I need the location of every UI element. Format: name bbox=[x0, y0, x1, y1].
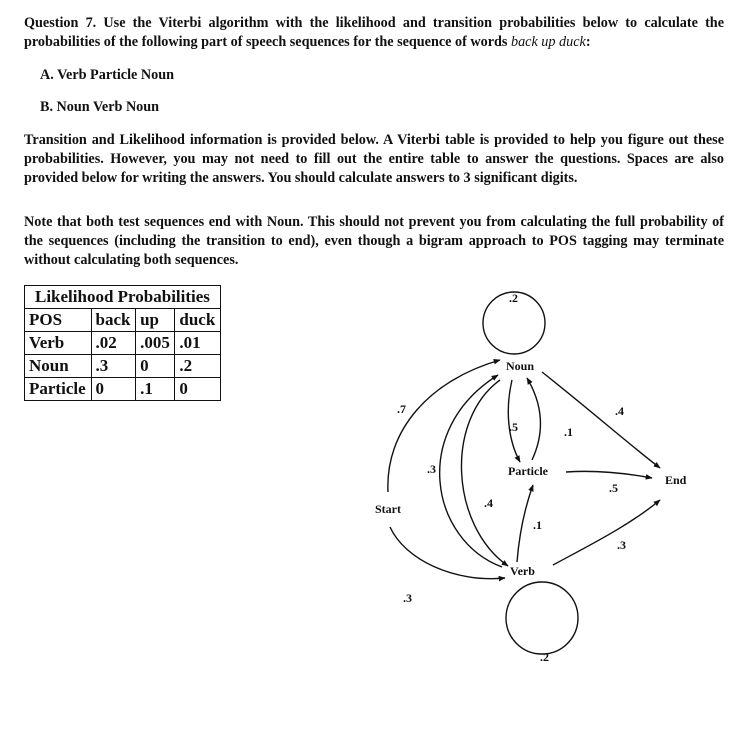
table-cell: .005 bbox=[136, 332, 175, 355]
node-end: End bbox=[665, 473, 687, 487]
table-cell: 0 bbox=[175, 378, 221, 401]
table-cell: Verb bbox=[25, 332, 92, 355]
label-start-verb: .3 bbox=[403, 591, 412, 605]
label-start-noun: .7 bbox=[397, 402, 406, 416]
table-cell: .1 bbox=[136, 378, 175, 401]
edge-verb-noun bbox=[440, 375, 502, 567]
label-noun-self: .2 bbox=[509, 291, 518, 305]
edge-verb-end bbox=[553, 500, 660, 565]
label-verb-noun: .3 bbox=[427, 462, 436, 476]
table-cell: .01 bbox=[175, 332, 221, 355]
label-particle-end: .5 bbox=[609, 481, 618, 495]
edge-noun-verb bbox=[461, 380, 508, 566]
header-cell: duck bbox=[175, 309, 221, 332]
label-noun-particle: .5 bbox=[509, 420, 518, 434]
table-cell: .02 bbox=[91, 332, 136, 355]
label-noun-verb: .4 bbox=[484, 496, 493, 510]
edge-particle-noun bbox=[527, 378, 541, 460]
node-verb: Verb bbox=[510, 564, 535, 578]
option-b: B. Noun Verb Noun bbox=[40, 99, 160, 115]
label-verb-end: .3 bbox=[617, 538, 626, 552]
label-noun-end: .4 bbox=[615, 404, 624, 418]
header-cell: POS bbox=[25, 309, 92, 332]
label-particle-noun: .1 bbox=[564, 425, 573, 439]
table-cell: Particle bbox=[25, 378, 92, 401]
question-words: back up duck bbox=[510, 34, 586, 50]
table-cell: Noun bbox=[25, 355, 92, 378]
table-cell: 0 bbox=[91, 378, 136, 401]
option-a: A. Verb Particle Noun bbox=[40, 67, 174, 83]
question-colon: : bbox=[585, 34, 591, 50]
question-bold: Question 7. Use the Viterbi algorithm with the likelihood and transition probabilities below to calculate the probabilities of the following part of speech sequences for the sequence of words bbox=[24, 15, 724, 50]
table-cell: .2 bbox=[175, 355, 221, 378]
header-cell: up bbox=[136, 309, 175, 332]
header-cell: back bbox=[91, 309, 136, 332]
label-verb-self: .2 bbox=[540, 650, 549, 664]
label-verb-particle: .1 bbox=[533, 518, 542, 532]
note-paragraph: Note that both test sequences end with Noun. This should not prevent you from calculating the full probability of the sequences (including the transition to end), even though a bigram approach to POS tagging may terminate without calculating both sequences. bbox=[24, 214, 724, 268]
edge-verb-particle bbox=[517, 485, 533, 562]
edge-noun-end bbox=[542, 372, 660, 468]
verb-self-loop bbox=[506, 582, 578, 654]
edge-start-noun bbox=[388, 360, 500, 492]
table-title: Likelihood Probabilities bbox=[25, 286, 221, 309]
node-start: Start bbox=[375, 502, 401, 516]
table-cell: 0 bbox=[136, 355, 175, 378]
edge-start-verb bbox=[390, 527, 505, 579]
info-paragraph: Transition and Likelihood information is provided below. A Viterbi table is provided to help you figure out these probabilities. However, you may not need to fill out the entire table to answer the questions. Spaces are also provided below for writing the answers. You should calculate answers to 3 significant digits. bbox=[24, 132, 724, 186]
node-particle: Particle bbox=[508, 464, 548, 478]
node-noun: Noun bbox=[506, 359, 535, 373]
table-cell: .3 bbox=[91, 355, 136, 378]
edge-particle-end bbox=[566, 471, 652, 478]
